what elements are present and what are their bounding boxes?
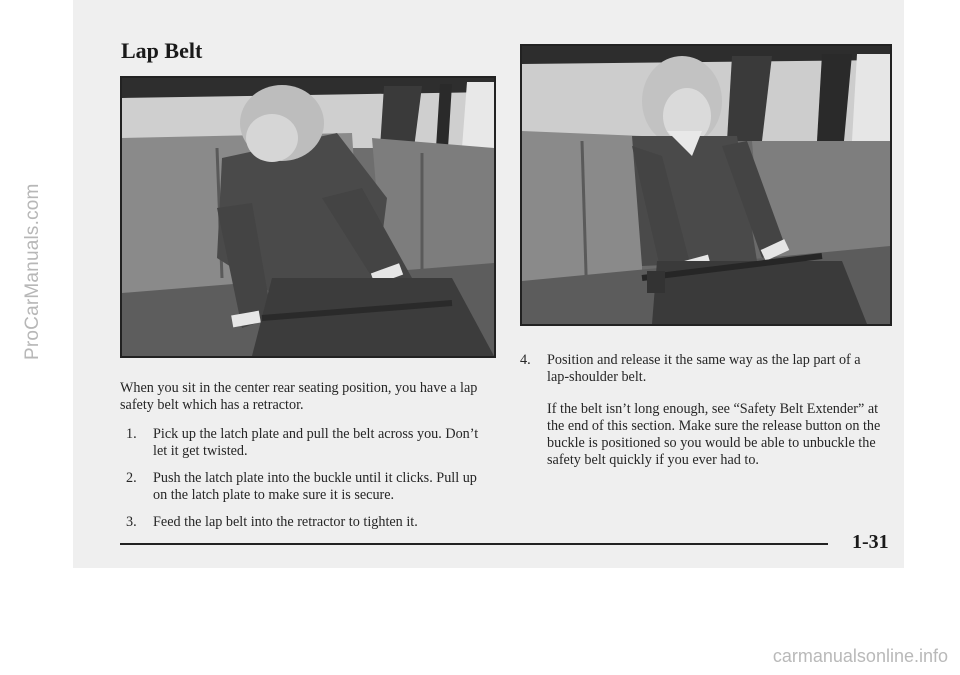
steps-list-left (126, 426, 486, 531)
step-number: 3. (126, 514, 137, 530)
step-text: Pick up the latch plate and pull the belt across you. Don’t let it get twisted. (153, 426, 479, 459)
steps-list-right (520, 352, 880, 386)
footer-rule (120, 543, 828, 545)
fastening-lap-belt-illustration (120, 76, 496, 358)
step-text: Feed the lap belt into the retractor to tighten it. (153, 514, 418, 530)
note-paragraph: If the belt isn’t long enough, see “Safety Belt Extender” at the end of this section. Make sure the release button on the buckle is positioned so you would be able to unbuckle the safety belt quickly if you ever had to. (547, 401, 881, 468)
side-watermark: ProCarManuals.com (22, 183, 43, 360)
seated-with-lap-belt-illustration (520, 44, 892, 326)
step-number: 4. (520, 352, 531, 368)
list-item (520, 352, 880, 386)
step-number: 2. (126, 470, 137, 486)
list-item (126, 470, 486, 504)
step-text: Push the latch plate into the buckle until it clicks. Pull up on the latch plate to make sure it is secure. (153, 470, 477, 503)
section-title: Lap Belt (121, 38, 203, 63)
step-text: Position and release it the same way as the lap part of a lap-shoulder belt. (547, 352, 861, 385)
list-item (126, 514, 486, 531)
step-number: 1. (126, 426, 137, 442)
bottom-watermark: carmanualsonline.info (772, 646, 948, 666)
intro-paragraph: When you sit in the center rear seating position, you have a lap safety belt which has a retractor. (120, 380, 478, 413)
list-item (126, 426, 486, 460)
page-number: 1-31 (852, 531, 889, 553)
